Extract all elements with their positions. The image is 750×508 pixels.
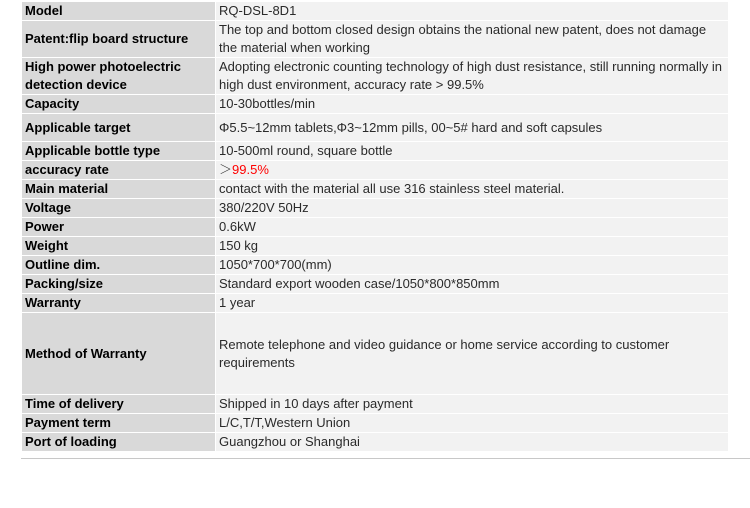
table-row — [22, 180, 729, 199]
comparison-symbol: ＞ — [219, 162, 233, 177]
spec-label: Main material — [22, 180, 216, 199]
spec-label: Power — [22, 218, 216, 237]
table-row — [22, 433, 729, 452]
bottom-divider — [21, 458, 750, 459]
spec-label: Applicable target — [22, 114, 216, 142]
spec-value: Remote telephone and video guidance or home service according to customer requirements — [216, 313, 729, 395]
spec-label: Packing/size — [22, 275, 216, 294]
spec-label: Payment term — [22, 414, 216, 433]
table-row — [22, 114, 729, 142]
spec-value: Shipped in 10 days after payment — [216, 395, 729, 414]
spec-label: Port of loading — [22, 433, 216, 452]
spec-value: 10-30bottles/min — [216, 95, 729, 114]
spec-label: Weight — [22, 237, 216, 256]
spec-label: High power photoelectric detection device — [22, 58, 216, 95]
spec-value: contact with the material all use 316 stainless steel material. — [216, 180, 729, 199]
table-row — [22, 218, 729, 237]
spec-value: Guangzhou or Shanghai — [216, 433, 729, 452]
spec-value: Standard export wooden case/1050*800*850mm — [216, 275, 729, 294]
spec-label: Method of Warranty — [22, 313, 216, 395]
spec-label: Time of delivery — [22, 395, 216, 414]
table-row — [22, 199, 729, 218]
spec-label: Model — [22, 2, 216, 21]
spec-value: Φ5.5~12mm tablets,Φ3~12mm pills, 00~5# hard and soft capsules — [216, 114, 729, 142]
accuracy-value: 99.5% — [232, 162, 269, 177]
table-row — [22, 237, 729, 256]
spec-value: The top and bottom closed design obtains the national new patent, does not damage the material when working — [216, 21, 729, 58]
spec-value: 1050*700*700(mm) — [216, 256, 729, 275]
table-row — [22, 58, 729, 95]
table-row — [22, 256, 729, 275]
spec-label: Capacity — [22, 95, 216, 114]
spec-label: Outline dim. — [22, 256, 216, 275]
table-row — [22, 414, 729, 433]
spec-value: 10-500ml round, square bottle — [216, 142, 729, 161]
spec-value: 1 year — [216, 294, 729, 313]
spec-label: Patent:flip board structure — [22, 21, 216, 58]
table-row — [22, 313, 729, 395]
spec-table — [21, 1, 729, 452]
spec-label: Warranty — [22, 294, 216, 313]
table-row — [22, 2, 729, 21]
table-row — [22, 95, 729, 114]
table-row — [22, 161, 729, 180]
table-row — [22, 275, 729, 294]
table-row — [22, 395, 729, 414]
table-row — [22, 21, 729, 58]
spec-value — [216, 161, 729, 180]
spec-label: accuracy rate — [22, 161, 216, 180]
spec-value: 150 kg — [216, 237, 729, 256]
spec-label: Voltage — [22, 199, 216, 218]
spec-value: Adopting electronic counting technology of high dust resistance, still running normally in high dust environment, accuracy rate > 99.5% — [216, 58, 729, 95]
spec-label: Applicable bottle type — [22, 142, 216, 161]
spec-value: L/C,T/T,Western Union — [216, 414, 729, 433]
spec-value: 0.6kW — [216, 218, 729, 237]
table-row — [22, 142, 729, 161]
table-row — [22, 294, 729, 313]
spec-value: 380/220V 50Hz — [216, 199, 729, 218]
spec-value: RQ-DSL-8D1 — [216, 2, 729, 21]
